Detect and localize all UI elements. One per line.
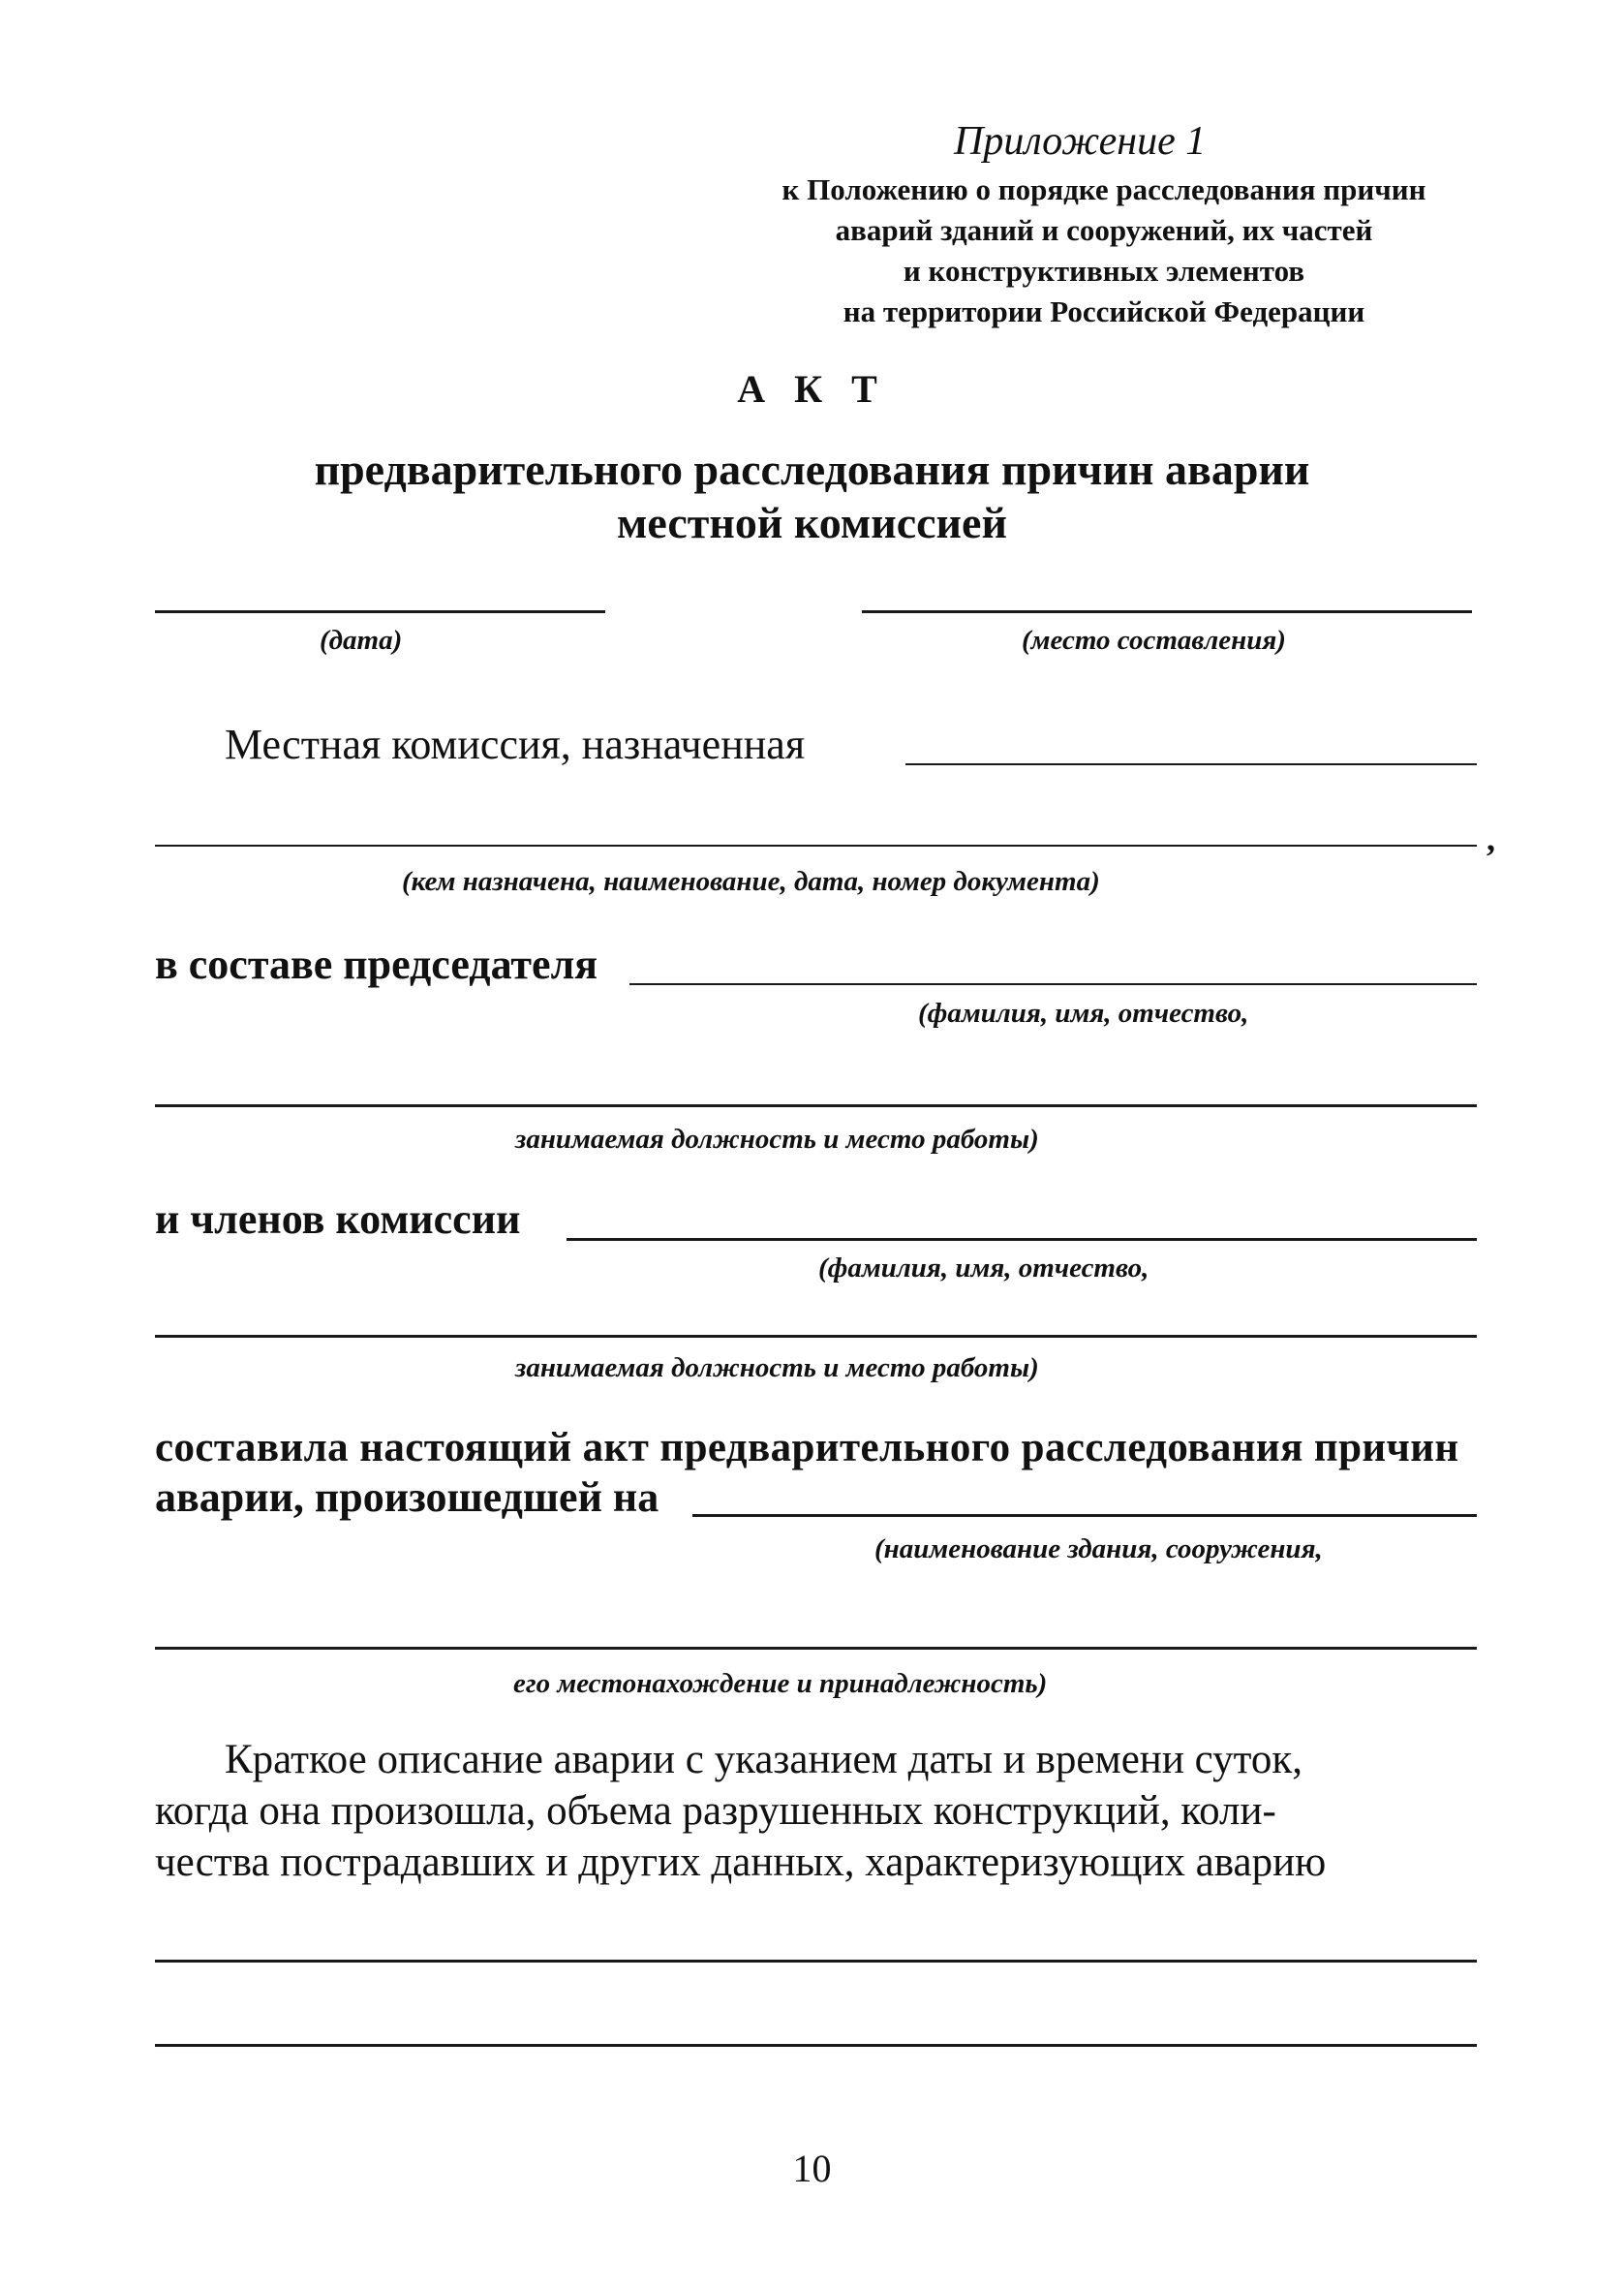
commission-field-line[interactable] xyxy=(905,763,1477,765)
date-caption: (дата) xyxy=(320,625,403,656)
description-field-line-2[interactable] xyxy=(155,2044,1477,2047)
act-title: А К Т xyxy=(737,367,887,411)
building-location-line[interactable] xyxy=(155,1647,1477,1650)
appointed-field-line[interactable] xyxy=(155,845,1477,847)
place-field-line[interactable] xyxy=(862,610,1472,613)
building-field-line[interactable] xyxy=(692,1514,1477,1517)
appendix-line-4: на территории Российской Федерации xyxy=(843,294,1365,328)
chairman-position-caption: занимаемая должность и место работы) xyxy=(515,1124,1039,1155)
chairman-field-line[interactable] xyxy=(629,983,1477,985)
appendix-line-1: к Положению о порядке расследования причин xyxy=(781,172,1426,206)
members-label: и членов комиссии xyxy=(155,1195,521,1243)
appendix-line-2: аварий зданий и сооружений, их частей xyxy=(835,213,1373,247)
page-number: 10 xyxy=(792,2147,832,2190)
date-field-line[interactable] xyxy=(155,610,605,613)
building-caption: (наименование здания, сооружения, xyxy=(874,1533,1323,1564)
building-location-caption: его местонахождение и принадлежность) xyxy=(513,1668,1048,1699)
description-line-3: чества пострадавших и других данных, характеризующих аварию xyxy=(155,1840,1327,1885)
members-position-caption: занимаемая должность и место работы) xyxy=(515,1352,1039,1383)
appendix-title: Приложение 1 xyxy=(954,119,1207,164)
members-field-line[interactable] xyxy=(567,1238,1477,1241)
appendix-line-3: и конструктивных элементов xyxy=(903,254,1305,288)
chairman-label: в составе председателя xyxy=(155,941,598,988)
description-line-2: когда она произошла, объема разрушенных конструкций, коли- xyxy=(155,1788,1276,1834)
commission-label: Местная комиссия, назначенная xyxy=(225,721,806,768)
chairman-position-line[interactable] xyxy=(155,1104,1477,1107)
appointed-comma: , xyxy=(1486,820,1495,858)
chairman-caption: (фамилия, имя, отчество, xyxy=(918,998,1249,1029)
place-caption: (место составления) xyxy=(1022,625,1286,656)
act-subtitle-line-2: местной комиссией xyxy=(617,498,1007,547)
members-position-line[interactable] xyxy=(155,1335,1477,1338)
description-line-1: Краткое описание аварии с указанием даты и времени суток, xyxy=(225,1737,1302,1782)
compiled-line-2: аварии, произошедшей на xyxy=(155,1473,659,1521)
act-subtitle-line-1: предварительного расследования причин аварии xyxy=(314,445,1310,494)
appointed-caption: (кем назначена, наименование, дата, номер документа) xyxy=(402,866,1100,897)
description-field-line-1[interactable] xyxy=(155,1960,1477,1963)
compiled-line-1: составила настоящий акт предварительного расследования причин xyxy=(155,1425,1459,1470)
members-caption: (фамилия, имя, отчество, xyxy=(818,1253,1149,1284)
